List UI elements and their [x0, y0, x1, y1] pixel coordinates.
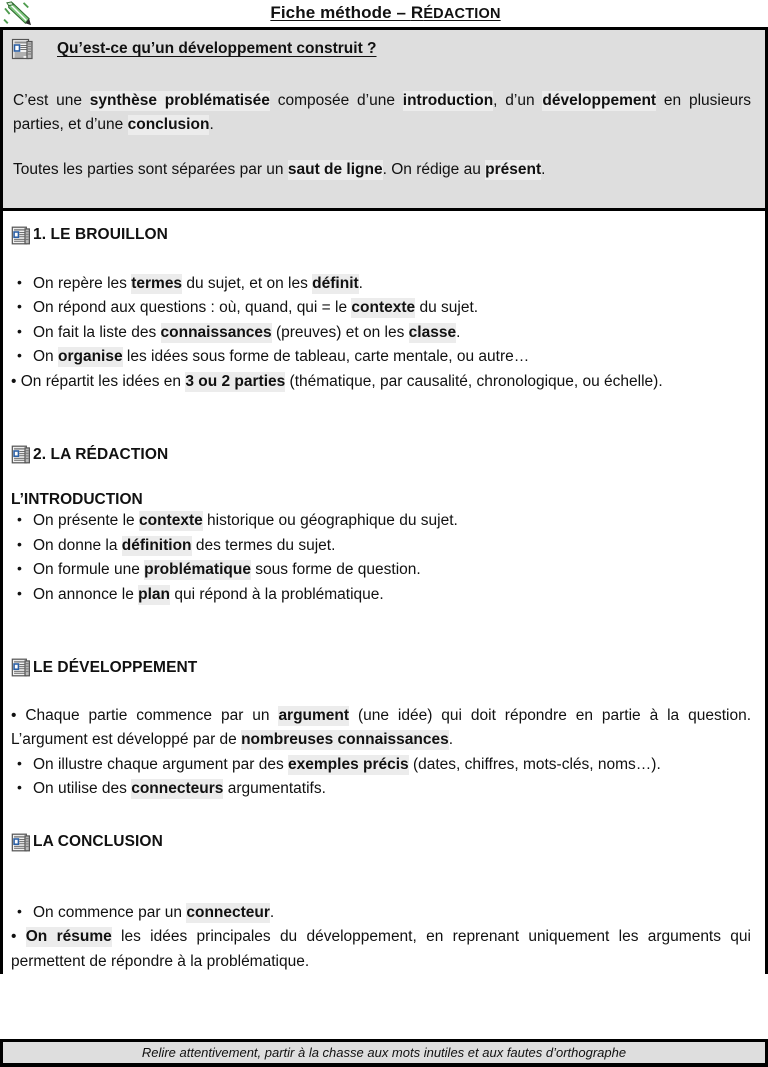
bullet-text: (preuves) et on les — [271, 323, 409, 341]
list-item — [11, 583, 751, 607]
list-item — [11, 321, 751, 345]
bullet-text: On illustre chaque argument par des — [33, 755, 289, 773]
section-heading-conclusion — [11, 818, 751, 853]
bullet-glyph: • — [11, 928, 17, 946]
section-label-brouillon: 1. LE BROUILLON — [33, 226, 168, 244]
intro-band — [3, 30, 765, 211]
intro-paragraph-1 — [13, 89, 751, 136]
bullet-text: des termes du sujet. — [191, 536, 336, 554]
bullet-text: On — [33, 348, 58, 366]
bullet-bold: contexte — [138, 512, 203, 530]
bullet-text: les idées sous forme de tableau, carte mentale, ou autre… — [122, 348, 530, 366]
list-item — [11, 534, 751, 558]
page-title-main: Fiche méthode – — [270, 3, 411, 22]
bullet-glyph: • — [11, 372, 17, 390]
newspaper-icon — [11, 37, 35, 61]
intro-heading-row — [3, 30, 765, 67]
bullet-bold: connaissances — [160, 323, 272, 341]
intro-p2-text2: . On rédige au — [382, 161, 486, 179]
redaction-bullet-list — [11, 509, 751, 607]
bullet-bold: plan — [138, 585, 171, 603]
list-item — [11, 753, 751, 777]
bullet-bold: problématique — [144, 561, 251, 579]
spacer — [11, 246, 751, 272]
bullet-text: sous forme de question. — [250, 561, 421, 579]
bullet-bold: termes — [131, 274, 183, 292]
bullet-text: argumentatifs. — [223, 780, 326, 798]
document-title-bar — [0, 0, 768, 30]
footer-text: Relire attentivement, partir à la chasse aux mots inutiles et aux fautes d’orthographe — [141, 1045, 627, 1060]
newspaper-icon — [11, 832, 32, 853]
bullet-bold: classe — [408, 323, 457, 341]
list-item — [11, 901, 751, 925]
pencil-icon — [3, 1, 33, 27]
spacer — [11, 465, 751, 491]
bullet-text: On répartit les idées en — [16, 372, 186, 390]
spacer — [11, 678, 751, 704]
list-item — [11, 345, 751, 369]
intro-p1-text2: composée d’une — [269, 92, 403, 109]
intro-p1-text3: , d’un — [493, 92, 543, 109]
bullet-bold: définit — [312, 274, 359, 292]
bullet-bold: définition — [121, 536, 192, 554]
intro-heading-label: Qu’est-ce qu’un développement construit ? — [57, 40, 377, 57]
bullet-glyph: • — [11, 707, 17, 724]
spacer — [11, 394, 751, 430]
list-item — [11, 272, 751, 296]
intro-p2-bold1: saut de ligne — [287, 161, 383, 179]
list-item — [11, 509, 751, 533]
bullet-bold: exemples précis — [288, 755, 409, 773]
newspaper-icon — [11, 225, 32, 246]
subsection-title-introduction: L’INTRODUCTION — [11, 491, 143, 509]
intro-p1-text5: . — [209, 115, 214, 133]
intro-paragraph-2 — [13, 158, 751, 182]
intro-p2-text1: Toutes les parties sont séparées par un — [13, 161, 288, 179]
intro-p2-bold2: présent — [485, 161, 542, 179]
bullet-text: les idées principales du développement, en reprenant uniquement les arguments qui permettent de répondre à la problématique. — [11, 928, 751, 970]
bullet-text: du sujet, et on les — [182, 274, 313, 292]
list-item — [11, 704, 751, 753]
bullet-text: . — [448, 731, 454, 749]
page-title-caps-rest: ÉDACTION — [423, 6, 501, 22]
page-title-caps-first: R — [410, 3, 424, 22]
bullet-text: . — [358, 274, 363, 292]
section-heading-redaction — [11, 430, 751, 465]
bullet-text: (une idée) qui doit répondre en partie à la question. L’argument est développé par de — [11, 707, 751, 749]
list-item — [11, 777, 751, 801]
intro-p2-text3: . — [541, 161, 546, 179]
bullet-text: (dates, chiffres, mots-clés, noms…). — [408, 755, 661, 773]
bullet-text: (thématique, par causalité, chronologique, ou échelle). — [285, 372, 663, 390]
bullet-bold: On résume — [25, 928, 112, 946]
footer-bar — [0, 1039, 768, 1067]
bullet-text — [16, 928, 25, 945]
conclusion-bullet-list — [11, 901, 751, 974]
bullet-text: On commence par un — [33, 903, 187, 921]
intro-p1-text4: en plusieurs parties, et d’une — [13, 92, 751, 133]
brouillon-bullet-list — [11, 272, 751, 394]
bullet-bold: contexte — [351, 299, 416, 317]
list-item — [11, 370, 751, 394]
bullet-text: On donne la — [33, 536, 122, 554]
section-heading-brouillon — [11, 211, 751, 246]
bullet-text: On fait la liste des — [33, 323, 161, 341]
bullet-text: On repère les — [33, 274, 132, 292]
spacer — [11, 853, 751, 901]
bullet-bold: connecteurs — [131, 780, 224, 798]
bullet-text: . — [269, 903, 275, 921]
intro-p1-bold1: synthèse problématisée — [89, 92, 270, 109]
section-label-conclusion: LA CONCLUSION — [33, 833, 163, 851]
bullet-bold: organise — [57, 348, 123, 366]
bullet-text: . — [456, 323, 461, 341]
newspaper-icon — [11, 444, 32, 465]
document-frame — [0, 30, 768, 974]
bullet-text: qui répond à la problématique. — [170, 585, 384, 603]
list-item — [11, 925, 751, 974]
section-label-redaction: 2. LA RÉDACTION — [33, 445, 169, 463]
intro-p1-bold4: conclusion — [127, 115, 210, 133]
spacer — [11, 607, 751, 643]
section-heading-developpement — [11, 643, 751, 678]
bullet-text: On annonce le — [33, 585, 139, 603]
bullet-bold: 3 ou 2 parties — [185, 372, 286, 390]
bullet-bold: nombreuses connaissances — [241, 731, 449, 749]
bullet-text: historique ou géographique du sujet. — [202, 512, 458, 530]
bullet-text: On utilise des — [33, 780, 132, 798]
document-body — [3, 211, 765, 975]
bullet-text: On répond aux questions : où, quand, qui = le — [33, 299, 352, 317]
page-title — [33, 3, 768, 24]
intro-p1-bold2: introduction — [402, 92, 494, 109]
developpement-bullet-list — [11, 704, 751, 802]
bullet-bold: argument — [278, 707, 350, 724]
bullet-text: Chaque partie commence par un — [16, 707, 279, 724]
intro-p1-text1: C’est une — [13, 92, 90, 109]
bullet-text: On présente le — [33, 512, 139, 530]
newspaper-icon — [11, 657, 32, 678]
intro-p1-bold3: développement — [542, 92, 657, 109]
bullet-bold: connecteur — [186, 903, 270, 921]
list-item — [11, 558, 751, 582]
list-item — [11, 296, 751, 320]
intro-body — [3, 67, 765, 208]
bullet-text: On formule une — [33, 561, 145, 579]
spacer — [11, 802, 751, 818]
bullet-text: du sujet. — [415, 299, 479, 317]
section-label-developpement: LE DÉVELOPPEMENT — [33, 658, 198, 676]
